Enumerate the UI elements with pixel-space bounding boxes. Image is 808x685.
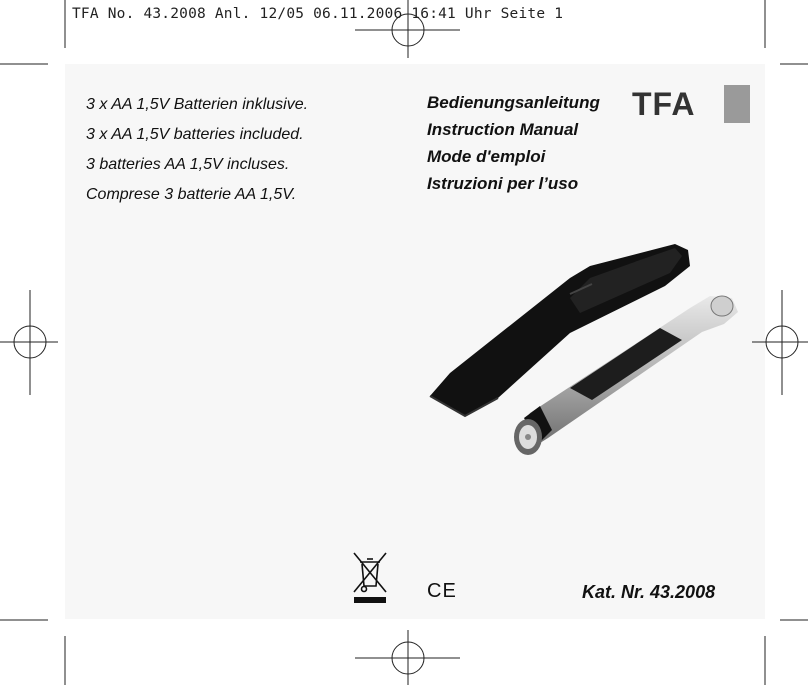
logo-tab-shape <box>724 85 750 123</box>
registration-mark-bottom-icon <box>355 630 460 685</box>
battery-notes <box>86 90 308 210</box>
registration-mark-right-icon <box>752 290 808 395</box>
battery-note-de: 3 x AA 1,5V Batterien inklusive. <box>86 96 309 113</box>
tfa-logo <box>632 82 752 130</box>
pouch-shape <box>430 244 690 416</box>
battery-note-fr: 3 batteries AA 1,5V incluses. <box>86 156 290 173</box>
crossed-out-wheelie-bin-icon <box>350 550 390 605</box>
flashlight-with-pouch-image <box>420 238 740 460</box>
manual-title-it: Istruzioni per l’uso <box>427 174 579 193</box>
catalog-number: Kat. Nr. 43.2008 <box>582 582 716 602</box>
logo-text: TFA <box>632 86 696 122</box>
print-slug-header: TFA No. 43.2008 Anl. 12/05 06.11.2006 16:41 Uhr Seite 1 <box>72 6 564 22</box>
registration-mark-left-icon <box>0 290 58 395</box>
manual-titles <box>427 89 600 197</box>
manual-title-en: Instruction Manual <box>427 120 579 139</box>
battery-note-it: Comprese 3 batterie AA 1,5V. <box>86 186 297 203</box>
manual-title-de: Bedienungsanleitung <box>427 93 600 112</box>
ce-mark: CE <box>427 580 457 602</box>
manual-title-fr: Mode d'emploi <box>427 147 546 166</box>
battery-note-en: 3 x AA 1,5V batteries included. <box>86 126 304 143</box>
